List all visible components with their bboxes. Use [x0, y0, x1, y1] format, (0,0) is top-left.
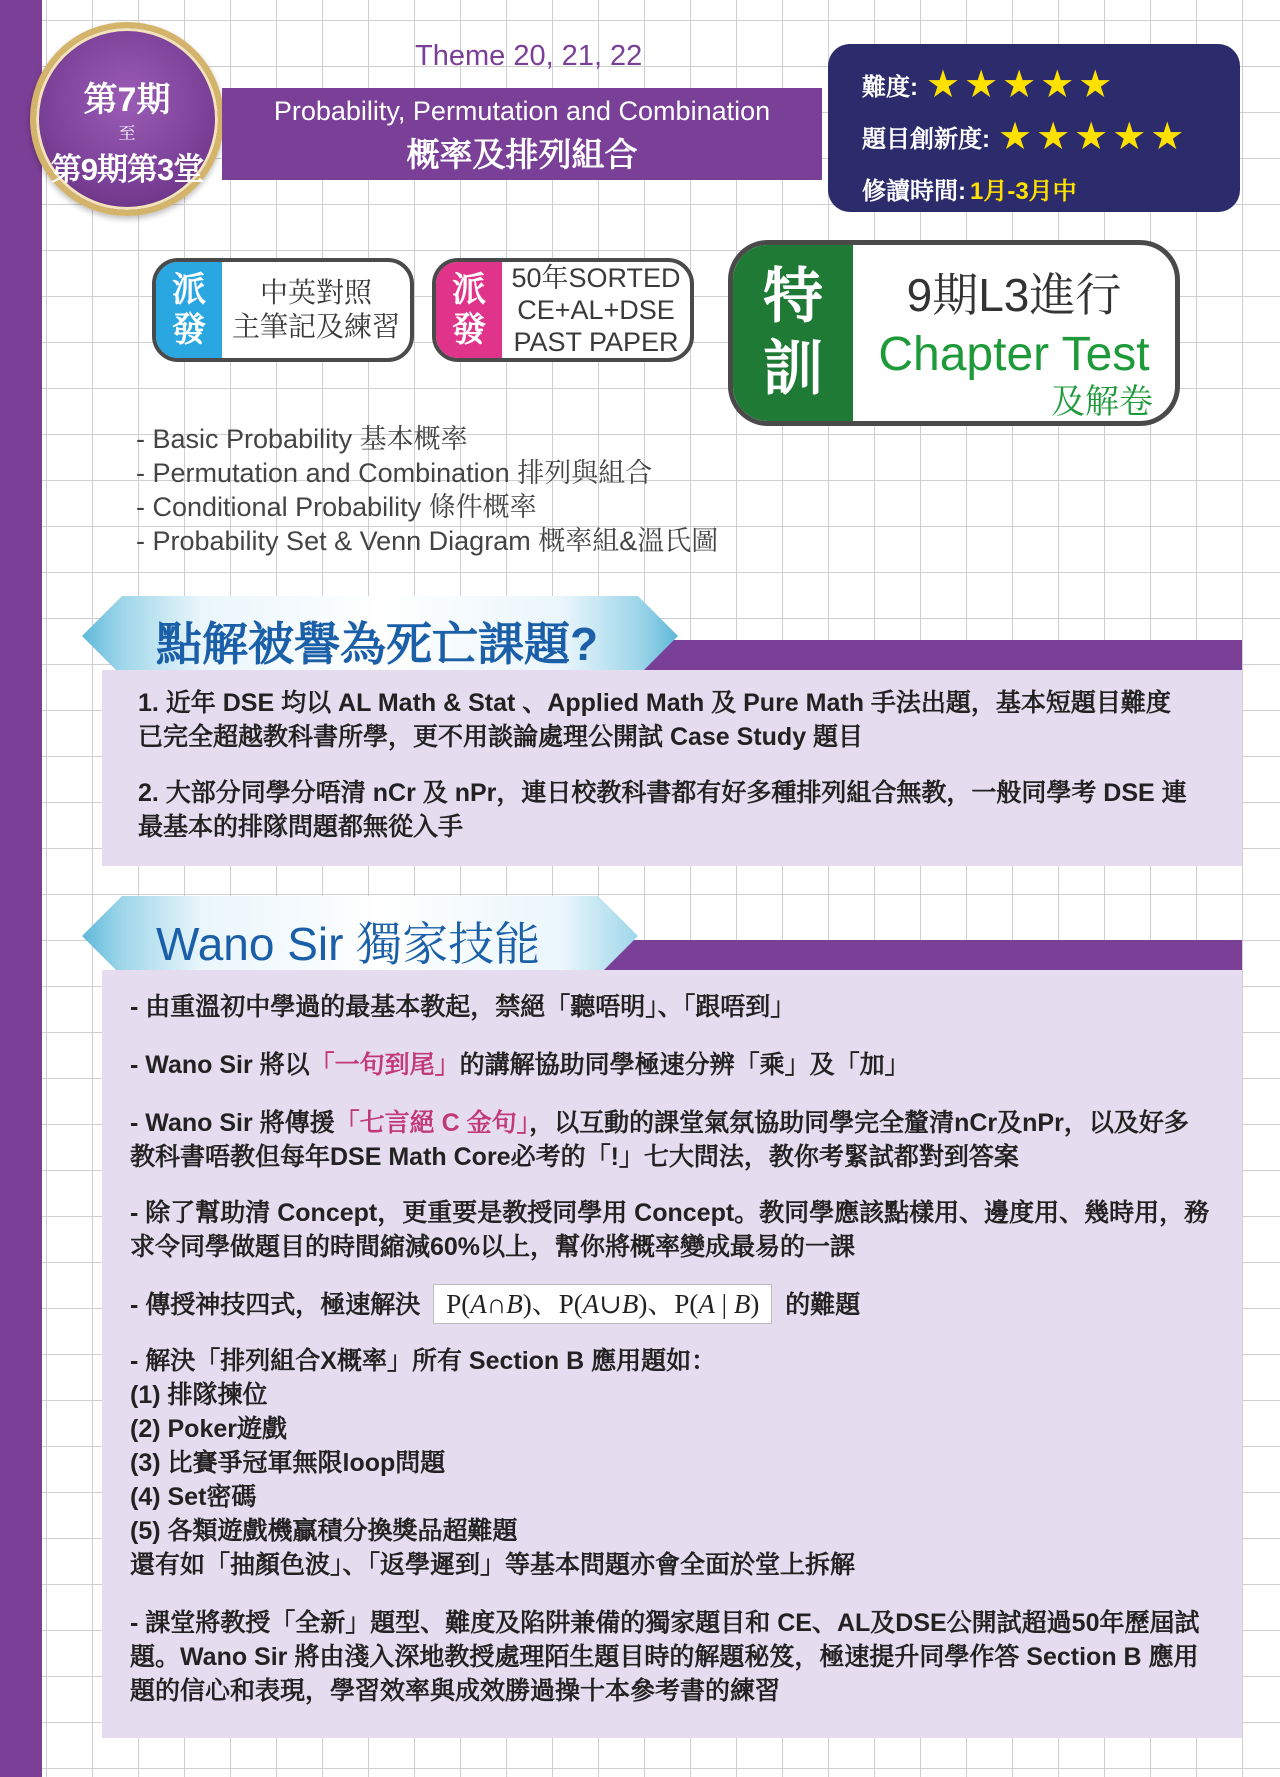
course-title-en: Probability, Permutation and Combination [273, 96, 771, 126]
skill-6-item: (4) Set密碼 [130, 1483, 257, 1511]
innovation-label: 題目創新度: [862, 125, 990, 153]
chapter-line3: 及解卷 [1051, 383, 1153, 421]
chapter-line2: Chapter Test [878, 328, 1150, 381]
skill-6-item: (1) 排隊揀位 [130, 1381, 268, 1409]
section1-panel [102, 670, 1242, 866]
section2-panel [102, 970, 1242, 1738]
skill-2-text-a: - Wano Sir 將以 [130, 1051, 310, 1079]
papers-side-bottom: 發 [452, 311, 486, 349]
left-accent-bar [0, 0, 42, 1777]
skill-7: - 課堂將教授「全新」題型、難度及陷阱兼備的獨家題目和 CE、AL及DSE公開試超過50年歷屆試題。Wano Sir 將由淺入深地教授處理陌生題目時的解題秘笈，極速提升同學作答 Section B 應用題的信心和表現，學習效率與成效勝過操十本參考書的練習 [130, 1609, 1200, 1705]
section1-para2: 2. 大部分同學分唔清 nCr 及 nPr，連日校教科書都有好多種排列組合無教，一般同學考 DSE 連最基本的排隊問題都無從入手 [138, 779, 1187, 841]
skill-6-item: (2) Poker遊戲 [130, 1415, 287, 1443]
time-row [862, 162, 1240, 214]
skill-3 [130, 1106, 1212, 1174]
topic-item: - Probability Set & Venn Diagram 概率組&溫氏圖 [136, 526, 719, 556]
time-value: 1月-3月中 [970, 177, 1077, 205]
papers-line2: CE+AL+DSE [517, 295, 675, 325]
skill-5 [130, 1284, 1212, 1324]
topic-list [136, 422, 718, 558]
topic-item: - Basic Probability 基本概率 [136, 424, 468, 454]
period-start: 第7期 [83, 81, 171, 119]
probability-formulas: P(A∩B)、P(A∪B)、P(A | B) [433, 1284, 772, 1324]
course-title-zh: 概率及排列組合 [406, 136, 638, 173]
skill-4: - 除了幫助清 Concept，更重要是教授同學用 Concept。教同學應該點樣用、邊度用、幾時用，務求令同學做題目的時間縮減60%以上，幫你將概率變成最易的一課 [130, 1199, 1210, 1261]
formula-separator: 、 [531, 1289, 559, 1319]
formula-separator: 、 [647, 1289, 675, 1319]
skill-6-intro: - 解決「排列組合X概率」所有 Section B 應用題如： [130, 1347, 717, 1375]
skill-2-text-b: 的講解協助同學極速分辨「乘」及「加」 [459, 1051, 910, 1079]
papers-line3: PAST PAPER [513, 327, 679, 357]
skill-5-text-a: - 傳授神技四式，極速解決 [130, 1291, 421, 1319]
chapter-side-bottom: 訓 [763, 335, 823, 402]
chapter-test-text [853, 245, 1175, 421]
skill-6-outro: 還有如「抽顏色波」、「返學遲到」等基本問題亦會全面於堂上拆解 [130, 1551, 856, 1579]
rating-box [828, 44, 1240, 212]
difficulty-stars-icon: ★★★★★ [926, 63, 1117, 106]
theme-label: Theme 20, 21, 22 [415, 40, 643, 72]
past-paper-pill-side [436, 262, 502, 358]
skill-3-highlight: 「七言絕 C 金句」 [334, 1109, 530, 1137]
notes-side-bottom: 發 [172, 311, 206, 349]
period-end: 第9期第3堂 [50, 152, 204, 187]
skill-3-text-a: - Wano Sir 將傳援 [130, 1109, 335, 1137]
difficulty-row [862, 58, 1240, 110]
section1-title: 點解被譽為死亡課題? [156, 618, 599, 670]
period-to: 至 [118, 124, 136, 143]
notes-pill-side [156, 262, 222, 358]
skill-6-item: (5) 各類遊戲機贏積分換獎品超難題 [130, 1517, 518, 1545]
chapter-line1: 9期L3進行 [906, 269, 1122, 321]
chapter-test-pill [728, 240, 1180, 426]
past-paper-pill-text [502, 262, 690, 358]
innovation-stars-icon: ★★★★★ [998, 115, 1189, 158]
notes-side-top: 派 [172, 271, 206, 309]
skill-2-highlight: 「一句到尾」 [309, 1051, 460, 1079]
notes-line1: 中英對照 [259, 277, 372, 308]
skill-2 [130, 1048, 1212, 1082]
papers-side-top: 派 [452, 271, 486, 309]
skill-3-text-b: ，以互動的課堂氣氛協助同學完全釐清nCr及nPr，以及好多教科書唔教但每年DSE Math Core必考的「!」七大問法，教你考緊試都對到答案 [130, 1109, 1189, 1171]
skill-1: - 由重溫初中學過的最基本教起，禁絕「聽唔明」、「跟唔到」 [130, 993, 796, 1021]
chapter-side-top: 特 [763, 263, 823, 330]
notes-line2: 主筆記及練習 [231, 311, 400, 342]
notes-pill [152, 258, 414, 362]
difficulty-label: 難度: [862, 73, 918, 101]
topic-item: - Conditional Probability 條件概率 [136, 492, 537, 522]
innovation-row [862, 110, 1240, 162]
skill-6-item: (3) 比賽爭冠軍無限loop問題 [130, 1449, 446, 1477]
papers-line1: 50年SORTED [511, 263, 681, 293]
past-paper-pill [432, 258, 694, 362]
notes-pill-text [222, 262, 410, 358]
time-label: 修讀時間: [862, 177, 966, 205]
section2-title: Wano Sir 獨家技能 [156, 918, 541, 970]
topic-item: - Permutation and Combination 排列與組合 [136, 458, 653, 488]
chapter-test-pill-side [733, 245, 853, 421]
section1-para1: 1. 近年 DSE 均以 AL Math & Stat 、Applied Math 及 Pure Math 手法出題，基本短題目難度已完全超越教科書所學，更不用談論處理公開試 Case Study 題目 [138, 689, 1171, 751]
period-badge [30, 22, 224, 216]
title-band [222, 88, 822, 180]
skill-5-text-b: 的難題 [785, 1291, 861, 1319]
skill-6 [130, 1344, 1212, 1582]
